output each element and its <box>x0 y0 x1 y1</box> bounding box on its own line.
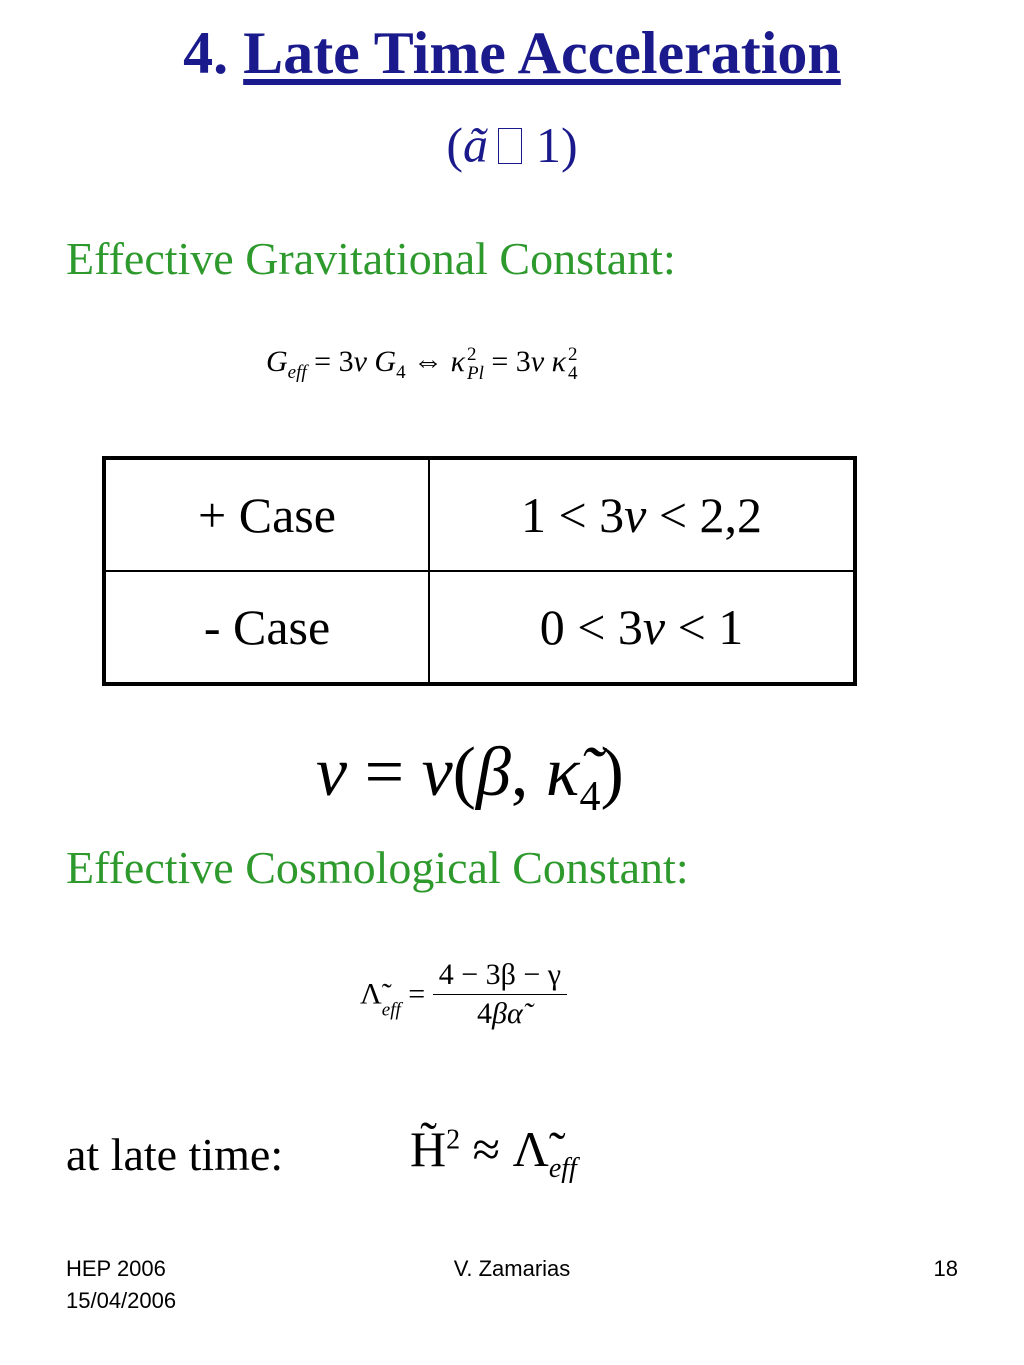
subtitle-close-paren: ) <box>561 117 578 173</box>
g4-symbol: G <box>366 344 397 378</box>
table-row <box>104 458 855 571</box>
nu-comma: , <box>510 734 546 811</box>
case-label-cell: + Case <box>104 458 429 571</box>
range-var: v <box>642 599 666 655</box>
subtitle-value: 1 <box>536 117 561 173</box>
nu-equals: = <box>347 734 422 811</box>
fraction-denominator <box>433 995 567 1029</box>
cases-table <box>102 456 857 686</box>
title-link[interactable]: Late Time Acceleration <box>243 20 841 86</box>
kappa-tilde-sub: 4 <box>579 774 601 820</box>
lambda-eff-equation <box>360 960 567 1029</box>
kappa-pl-sup: 2 <box>467 344 477 365</box>
subtitle-variable: ã <box>463 117 488 173</box>
geff-symbol: G <box>266 344 288 378</box>
page-number: 18 <box>933 1256 958 1281</box>
beta-symbol: β <box>475 734 511 811</box>
g4-subscript: 4 <box>396 361 406 383</box>
slide-subtitle <box>0 118 1024 173</box>
case-label-cell: - Case <box>104 571 429 684</box>
geff-subscript: eff <box>287 361 307 383</box>
nu-equation <box>316 734 624 820</box>
kappa4-symbol: κ <box>544 344 567 378</box>
nu-open-paren: ( <box>452 734 476 811</box>
footer-date: 15/04/2006 <box>66 1287 177 1313</box>
case-range-cell <box>429 458 855 571</box>
approx-symbol: ≈ <box>460 1121 513 1177</box>
kappa-tilde-symbol: κ̃ <box>545 734 580 811</box>
case-range-cell <box>429 571 855 684</box>
kappa-pl-symbol: κ <box>450 344 465 378</box>
lambda-eff-fraction <box>433 960 567 1029</box>
fraction-numerator: 4 − 3β − γ <box>433 960 567 995</box>
h-tilde-sup: 2 <box>446 1124 461 1156</box>
kappa4-sup: 2 <box>568 344 578 365</box>
subtitle-open-paren: ( <box>446 117 463 173</box>
nu-lhs: ν <box>316 734 348 811</box>
nu-close-paren: ) <box>600 734 624 811</box>
geff-equation <box>266 345 578 383</box>
lambda-tilde-symbol: Λ̃ <box>512 1121 549 1177</box>
geff-nu: ν <box>353 344 367 378</box>
footer-author: V. Zamarias <box>453 1256 571 1281</box>
kappa-equals: = 3 <box>483 344 531 378</box>
late-time-equation <box>410 1120 577 1185</box>
gravitational-constant-heading: Effective Gravitational Constant: <box>66 233 676 284</box>
kappa4-sub: 4 <box>568 363 578 384</box>
title-number: 4. <box>183 20 229 86</box>
range-post: < 1 <box>665 599 744 655</box>
range-var: v <box>624 487 647 543</box>
lambda-eff-subscript: eff <box>381 999 401 1021</box>
kappa-pl-sub: Pl <box>467 363 484 384</box>
footer-conference: HEP 2006 <box>66 1256 166 1281</box>
lambda-eff-equals: = <box>400 977 433 1011</box>
missing-glyph-icon <box>498 128 522 164</box>
kappa-nu: ν <box>530 344 545 378</box>
nu-rhs: ν <box>421 734 453 811</box>
lambda-tilde-sub: eff <box>548 1153 577 1184</box>
late-time-label: at late time: <box>66 1129 284 1180</box>
table-row <box>104 571 855 684</box>
iff-arrow: ⇔ <box>405 344 451 378</box>
h-tilde-symbol: H̃ <box>410 1121 447 1177</box>
denominator-number: 4 <box>477 997 493 1030</box>
footer-center <box>0 1253 1024 1285</box>
range-pre: 0 < 3 <box>539 599 643 655</box>
slide-title <box>0 20 1024 86</box>
geff-equals: = 3 <box>306 344 354 378</box>
denominator-vars: βα̃ <box>492 997 523 1030</box>
cosmological-constant-heading: Effective Cosmological Constant: <box>66 842 689 893</box>
range-post: < 2,2 <box>646 487 763 543</box>
lambda-eff-symbol: Λ̃ <box>360 977 382 1011</box>
footer-right <box>934 1253 958 1285</box>
range-pre: 1 < 3 <box>520 487 625 543</box>
